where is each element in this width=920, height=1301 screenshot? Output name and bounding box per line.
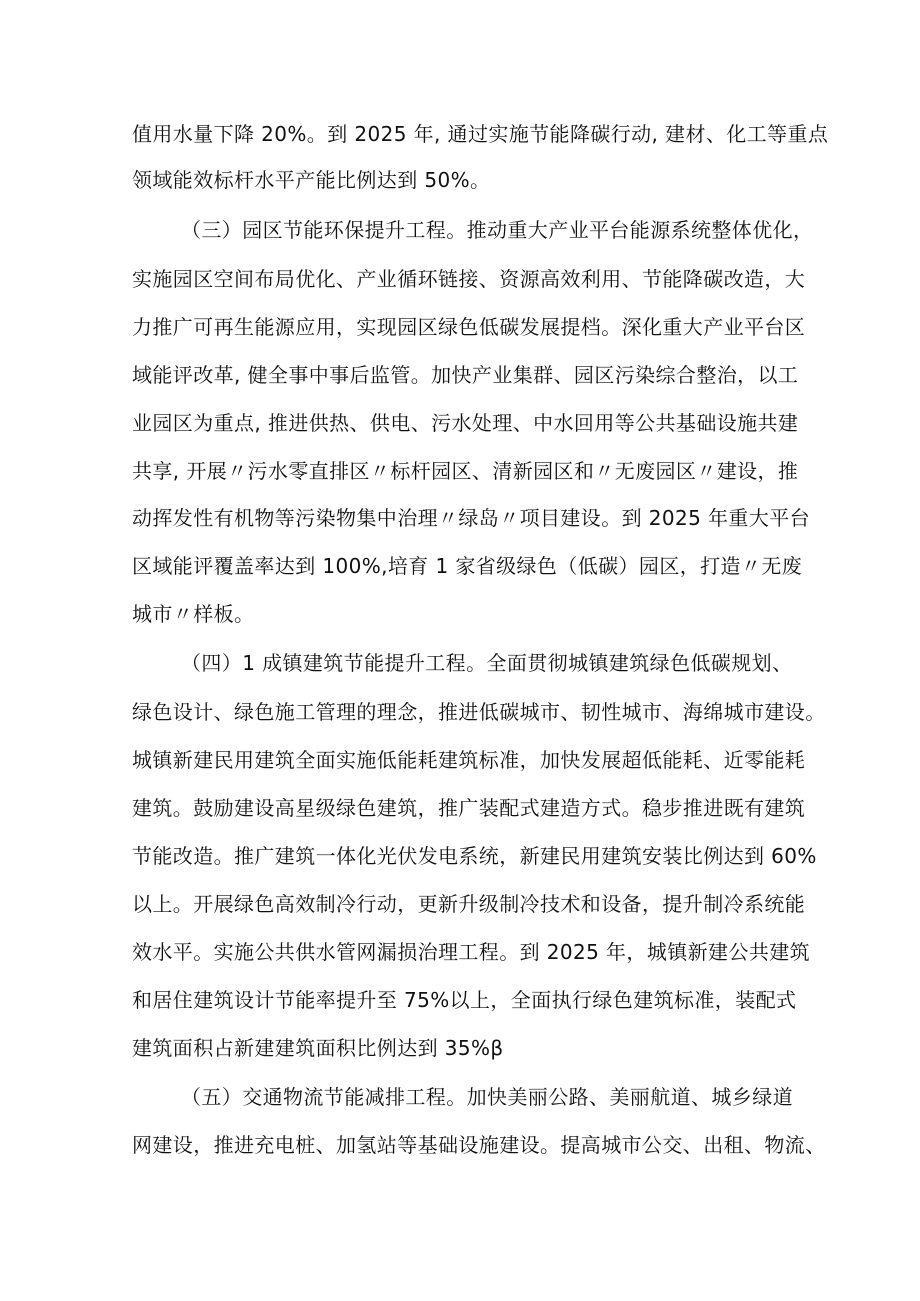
text-line: 共享, 开展〃污水零直排区〃标杆园区、清新园区和〃无废园区〃建设，推 <box>132 459 799 483</box>
text-line: 建筑面积占新建建筑面积比例达到 35%β <box>132 1036 504 1060</box>
text-line: 值用水量下降 20%。到 2025 年, 通过实施节能降碳行动, 建材、化工等重点 <box>132 122 829 146</box>
text-line: 领域能效标杆水平产能比例达到 50%。 <box>132 168 491 192</box>
section-heading-line: （五）交通物流节能减排工程。加快美丽公路、美丽航道、城乡绿道 <box>181 1085 793 1109</box>
text-line: 城镇新建民用建筑全面实施低能耗建筑标准，加快发展超低能耗、近零能耗 <box>132 748 806 772</box>
text-line: 以上。开展绿色高效制冷行动，更新升级制冷技术和设备，提升制冷系统能 <box>132 892 806 916</box>
text-line: 业园区为重点, 推进供热、供电、污水处理、中水回用等公共基础设施共建 <box>132 411 799 435</box>
section-heading-line: （四）1 成镇建筑节能提升工程。全面贯彻城镇建筑绿色低碳规划、 <box>181 651 793 675</box>
text-line: 节能改造。推广建筑一体化光伏发电系统，新建民用建筑安装比例达到 60% <box>132 844 817 868</box>
text-line: 动挥发性有机物等污染物集中治理〃绿岛〃项目建设。到 2025 年重大平台 <box>132 506 811 530</box>
text-line: 域能评改革, 健全事中事后监管。加快产业集群、园区污染综合整治，以工 <box>132 363 799 387</box>
text-line: 城市〃样板。 <box>132 602 255 626</box>
text-line: 实施园区空间布局优化、产业循环链接、资源高效利用、节能降碳改造，大 <box>132 267 806 291</box>
text-line: 力推广可再生能源应用，实现园区绿色低碳发展提档。深化重大产业平台区 <box>132 315 806 339</box>
text-line: 区域能评覆盖率达到 100%,培育 1 家省级绿色（低碳）园区，打造〃无废 <box>132 554 803 578</box>
text-line: 和居住建筑设计节能率提升至 75%以上，全面执行绿色建筑标准，装配式 <box>132 988 797 1012</box>
text-line: 建筑。鼓励建设高星级绿色建筑，推广装配式建造方式。稳步推进既有建筑 <box>132 796 806 820</box>
section-heading-line: （三）园区节能环保提升工程。推动重大产业平台能源系统整体优化， <box>181 218 814 242</box>
text-line: 效水平。实施公共供水管网漏损治理工程。到 2025 年，城镇新建公共建筑 <box>132 940 811 964</box>
text-line: 绿色设计、绿色施工管理的理念，推进低碳城市、韧性城市、海绵城市建设。 <box>132 700 826 724</box>
text-line: 网建设，推进充电桩、加氢站等基础设施建设。提高城市公交、出租、物流、 <box>132 1133 826 1157</box>
